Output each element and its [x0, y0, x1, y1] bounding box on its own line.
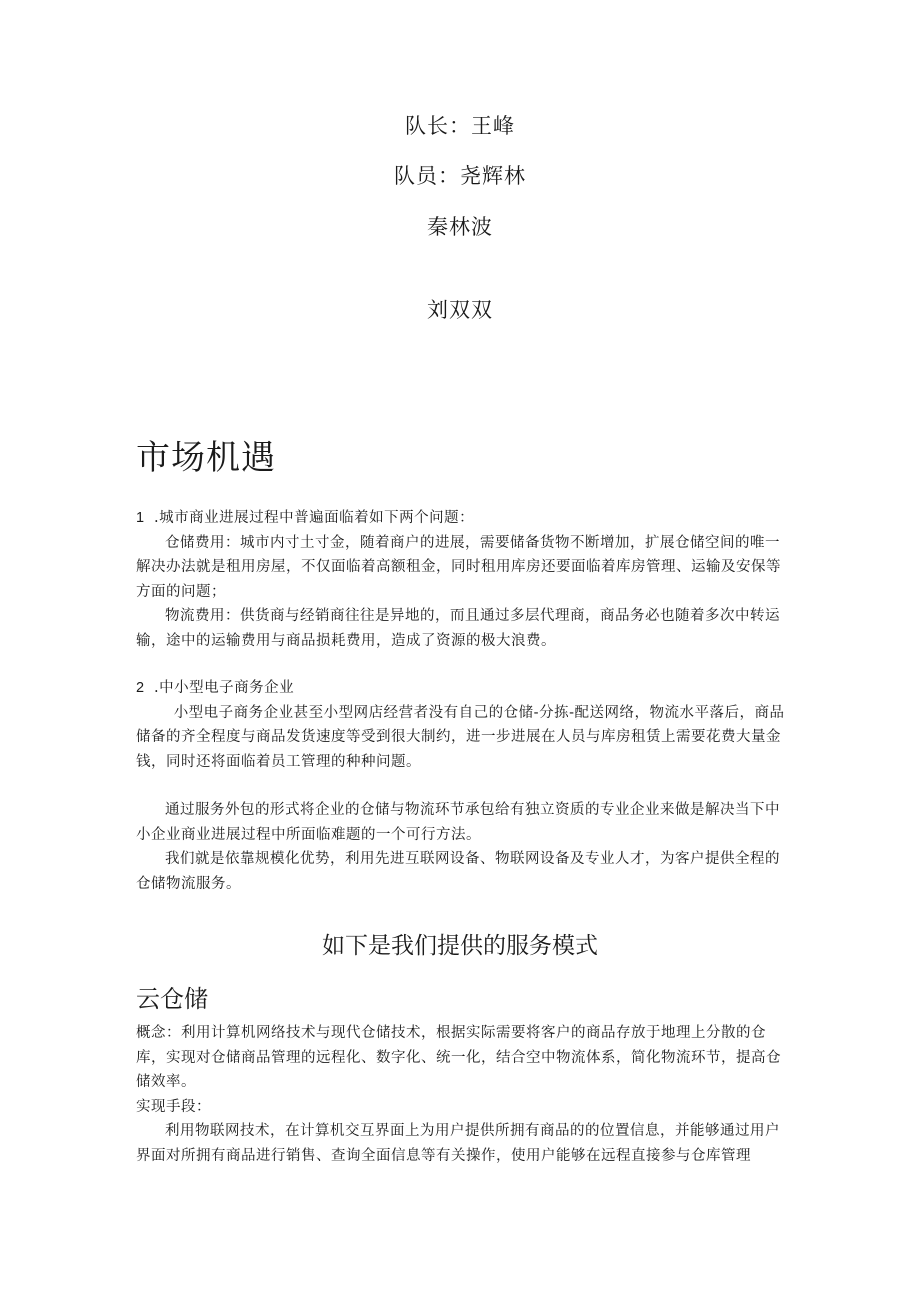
section-1-title-text: .城市商业进展过程中普遍面临着如下两个问题： [154, 510, 475, 526]
section-1-paragraph-storage: 仓储费用：城市内寸土寸金，随着商户的进展，需要储备货物不断增加，扩展仓储空间的唯一解决办法就是租用房屋，不仅面临着高额租金，同时租用库房还要面临着库房管理、运输及安保等方面的问题； [136, 534, 781, 600]
team-members: 队员：尧辉林 [394, 164, 526, 188]
section-1-paragraph-logistics: 物流费用：供货商与经销商往往是异地的，而且通过多层代理商，商品务必也随着多次中转运输，途中的运输费用与商品损耗费用，造成了资源的极大浪费。 [136, 608, 780, 649]
section-2 [136, 676, 786, 774]
team-member-3: 刘双双 [427, 298, 493, 322]
section-2-paragraph: 小型电子商务企业甚至小型网店经营者没有自己的仓储-分拣-配送网络，物流水平落后，商品储备的齐全程度与商品发货速度等受到很大制约，进一步进展在人员与库房租赁上需要花费大量金钱，同时还将面临着员工管理的种种问题。 [136, 704, 785, 770]
section-2-title [136, 676, 786, 701]
cloud-method-label: 实现手段： [136, 1098, 211, 1115]
section-2-number: 2 [136, 680, 145, 696]
cloud-storage-heading: 云仓储 [136, 985, 208, 1013]
summary-paragraph-2: 我们就是依靠规模化优势，利用先进互联网设备、物联网设备及专业人才，为客户提供全程的仓储物流服务。 [136, 851, 780, 892]
section-1 [136, 506, 786, 653]
cloud-method-text: 利用物联网技术，在计算机交互界面上为用户提供所拥有商品的的位置信息，并能够通过用户界面对所拥有商品进行销售、查询全面信息等有关操作，使用户能够在远程直接参与仓库管理 [136, 1123, 780, 1164]
team-member-2: 秦林波 [427, 215, 493, 239]
section-2-title-text: .中小型电子商务企业 [154, 680, 295, 696]
summary-paragraph-1: 通过服务外包的形式将企业的仓储与物流环节承包给有独立资质的专业企业来做是解决当下中小企业商业进展过程中所面临难题的一个可行方法。 [136, 802, 780, 843]
market-heading: 市场机遇 [136, 438, 276, 478]
team-captain: 队长：王峰 [405, 114, 515, 138]
section-1-number: 1 [136, 510, 145, 526]
cloud-storage-body [136, 1021, 786, 1168]
section-1-title [136, 506, 786, 531]
cloud-concept: 概念：利用计算机网络技术与现代仓储技术，根据实际需要将客户的商品存放于地理上分散的仓库，实现对仓储商品管理的远程化、数字化、统一化，结合空中物流体系，简化物流环节，提高仓储效率。 [136, 1025, 781, 1090]
summary [136, 798, 786, 896]
services-heading: 如下是我们提供的服务模式 [322, 933, 598, 959]
